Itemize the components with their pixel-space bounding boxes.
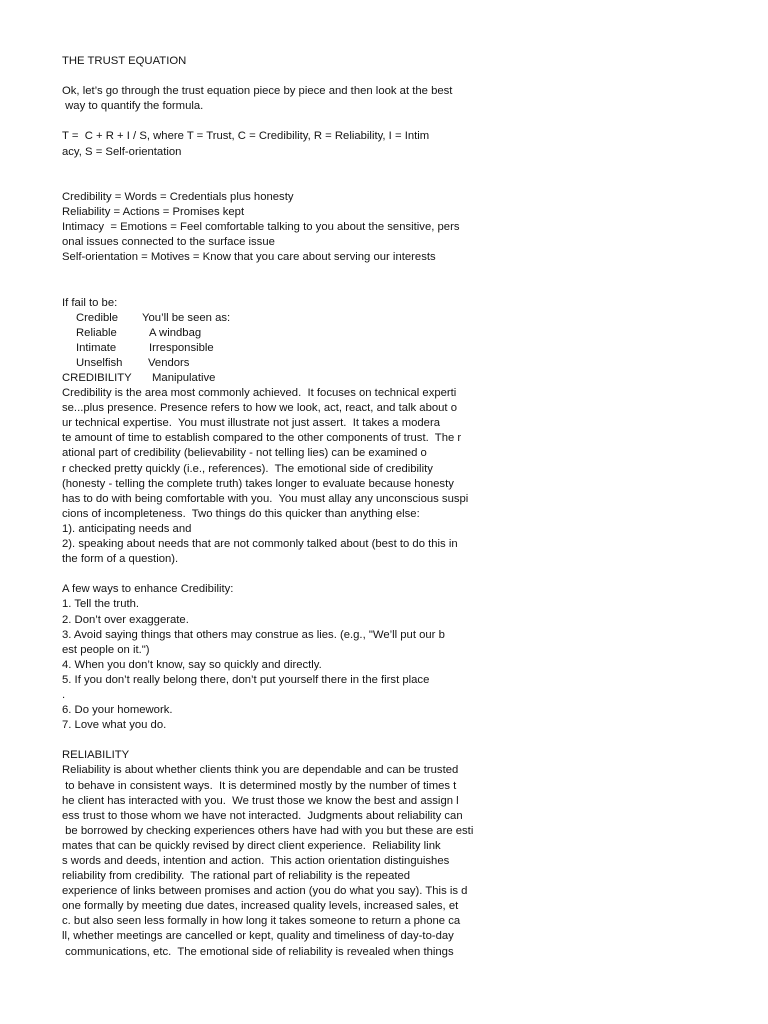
- text-line: Ok, let’s go through the trust equation piece by piece and then look at the best: [62, 85, 453, 98]
- text-line: has to do with being comfortable with you. You must allay any unconscious suspi: [62, 492, 469, 505]
- text-line: reliability from credibility. The rational part of reliability is the repeated: [62, 870, 411, 883]
- text-line: c. but also seen less formally in how long it takes someone to return a phone ca: [62, 915, 461, 928]
- text-line: to behave in consistent ways. It is determined mostly by the number of times t: [62, 779, 457, 792]
- section-heading: CREDIBILITY: [62, 372, 132, 384]
- spacer: [62, 114, 542, 129]
- list-item: 2. Don’t over exaggerate.: [62, 613, 189, 626]
- text-line: acy, S = Self-orientation: [62, 145, 182, 158]
- fail-table-header-cell: If fail to be:: [62, 296, 118, 309]
- fail-table-cell: Credible: [76, 311, 119, 324]
- text-line: ll, whether meetings are cancelled or kept, quality and timeliness of day-to-day: [62, 930, 454, 943]
- text-line: s words and deeds, intention and action. This action orientation distinguishes: [62, 855, 450, 867]
- spacer: [62, 567, 542, 582]
- text-line: te amount of time to establish compared to the other components of trust. The r: [62, 432, 462, 445]
- spacer: [62, 356, 542, 371]
- text-line: se...plus presence. Presence refers to how we look, act, react, and talk about o: [62, 402, 457, 415]
- reliability-section: [62, 748, 542, 959]
- text-line: cions of incompleteness. Two things do this quicker than anything else:: [62, 507, 420, 520]
- definition-line: Intimacy = Emotions = Feel comfortable talking to you about the sensitive, pers: [62, 221, 460, 234]
- text-line: 2). speaking about needs that are not commonly talked about (best to do this in: [62, 538, 458, 551]
- text-line: the form of a question).: [62, 553, 179, 566]
- list-item: 4. When you don’t know, say so quickly and directly.: [62, 658, 322, 671]
- list-item: 1. Tell the truth.: [62, 598, 140, 611]
- document-page: [62, 54, 542, 960]
- text-line: communications, etc. The emotional side of reliability is revealed when things: [62, 945, 454, 958]
- definition-line: Self-orientation = Motives = Know that you care about serving our interests: [62, 251, 436, 264]
- list-item: 6. Do your homework.: [62, 704, 173, 717]
- text-line: one formally by meeting due dates, increased quality levels, increased sales, et: [62, 900, 459, 913]
- spacer: [62, 160, 542, 190]
- text-line: T = C + R + I / S, where T = Trust, C = Credibility, R = Reliability, I = Intim: [62, 130, 430, 143]
- fail-table-header-cell: You’ll be seen as:: [142, 311, 231, 324]
- text-line: he client has interacted with you. We trust those we know the best and assign l: [62, 794, 459, 807]
- definition-line: Credibility = Words = Credentials plus honesty: [62, 190, 294, 203]
- definition-line: Reliability = Actions = Promises kept: [62, 205, 245, 218]
- list-item: .: [62, 688, 66, 701]
- fail-table-cell: Intimate: [76, 341, 117, 354]
- text-line: ess trust to those whom we have not interacted. Judgments about reliability can: [62, 809, 463, 822]
- equation-paragraph: [62, 129, 542, 159]
- definition-line: onal issues connected to the surface issue: [62, 236, 275, 249]
- text-line: experience of links between promises and action (you do what you say). This is d: [62, 885, 468, 898]
- spacer: [62, 265, 542, 280]
- definitions-list: [62, 190, 542, 265]
- text-line: r checked pretty quickly (i.e., references). The emotional side of credibility: [62, 462, 433, 475]
- fail-table-cell: A windbag: [149, 326, 202, 339]
- fail-table-cell: Irresponsible: [149, 341, 214, 354]
- text-line: ational part of credibility (believability - not telling lies) can be examined o: [62, 447, 427, 460]
- document-title: THE TRUST EQUATION: [62, 55, 187, 67]
- spacer: [62, 733, 542, 748]
- fail-table-cell: Reliable: [76, 326, 117, 339]
- list-item: 3. Avoid saying things that others may construe as lies. (e.g., "We’ll put our b: [62, 628, 445, 641]
- fail-table-cell: Manipulative: [152, 371, 216, 384]
- text-line: ur technical expertise. You must illustrate not just assert. It takes a modera: [62, 417, 441, 430]
- text-line: Reliability is about whether clients think you are dependable and can be trusted: [62, 764, 459, 777]
- section-heading: RELIABILITY: [62, 749, 130, 762]
- intro-paragraph: [62, 84, 542, 114]
- list-item: est people on it."): [62, 643, 150, 656]
- list-heading: A few ways to enhance Credibility:: [62, 583, 234, 596]
- text-line: be borrowed by checking experiences others have had with you but these are esti: [62, 824, 474, 837]
- list-item: 7. Love what you do.: [62, 719, 167, 732]
- text-line: (honesty - telling the complete truth) takes longer to evaluate because honesty: [62, 477, 454, 490]
- spacer: [62, 69, 542, 84]
- fail-table-cell: Vendors: [148, 356, 190, 369]
- list-item: 5. If you don’t really belong there, don’t put yourself there in the first place: [62, 673, 430, 686]
- fail-table-cell: Unselfish: [76, 356, 123, 369]
- text-line: mates that can be quickly revised by direct client experience. Reliability link: [62, 839, 441, 852]
- text-line: way to quantify the formula.: [62, 100, 204, 113]
- enhance-credibility-list: [62, 582, 542, 733]
- text-line: 1). anticipating needs and: [62, 522, 192, 535]
- credibility-section: [62, 371, 542, 567]
- text-line: Credibility is the area most commonly achieved. It focuses on technical experti: [62, 387, 457, 400]
